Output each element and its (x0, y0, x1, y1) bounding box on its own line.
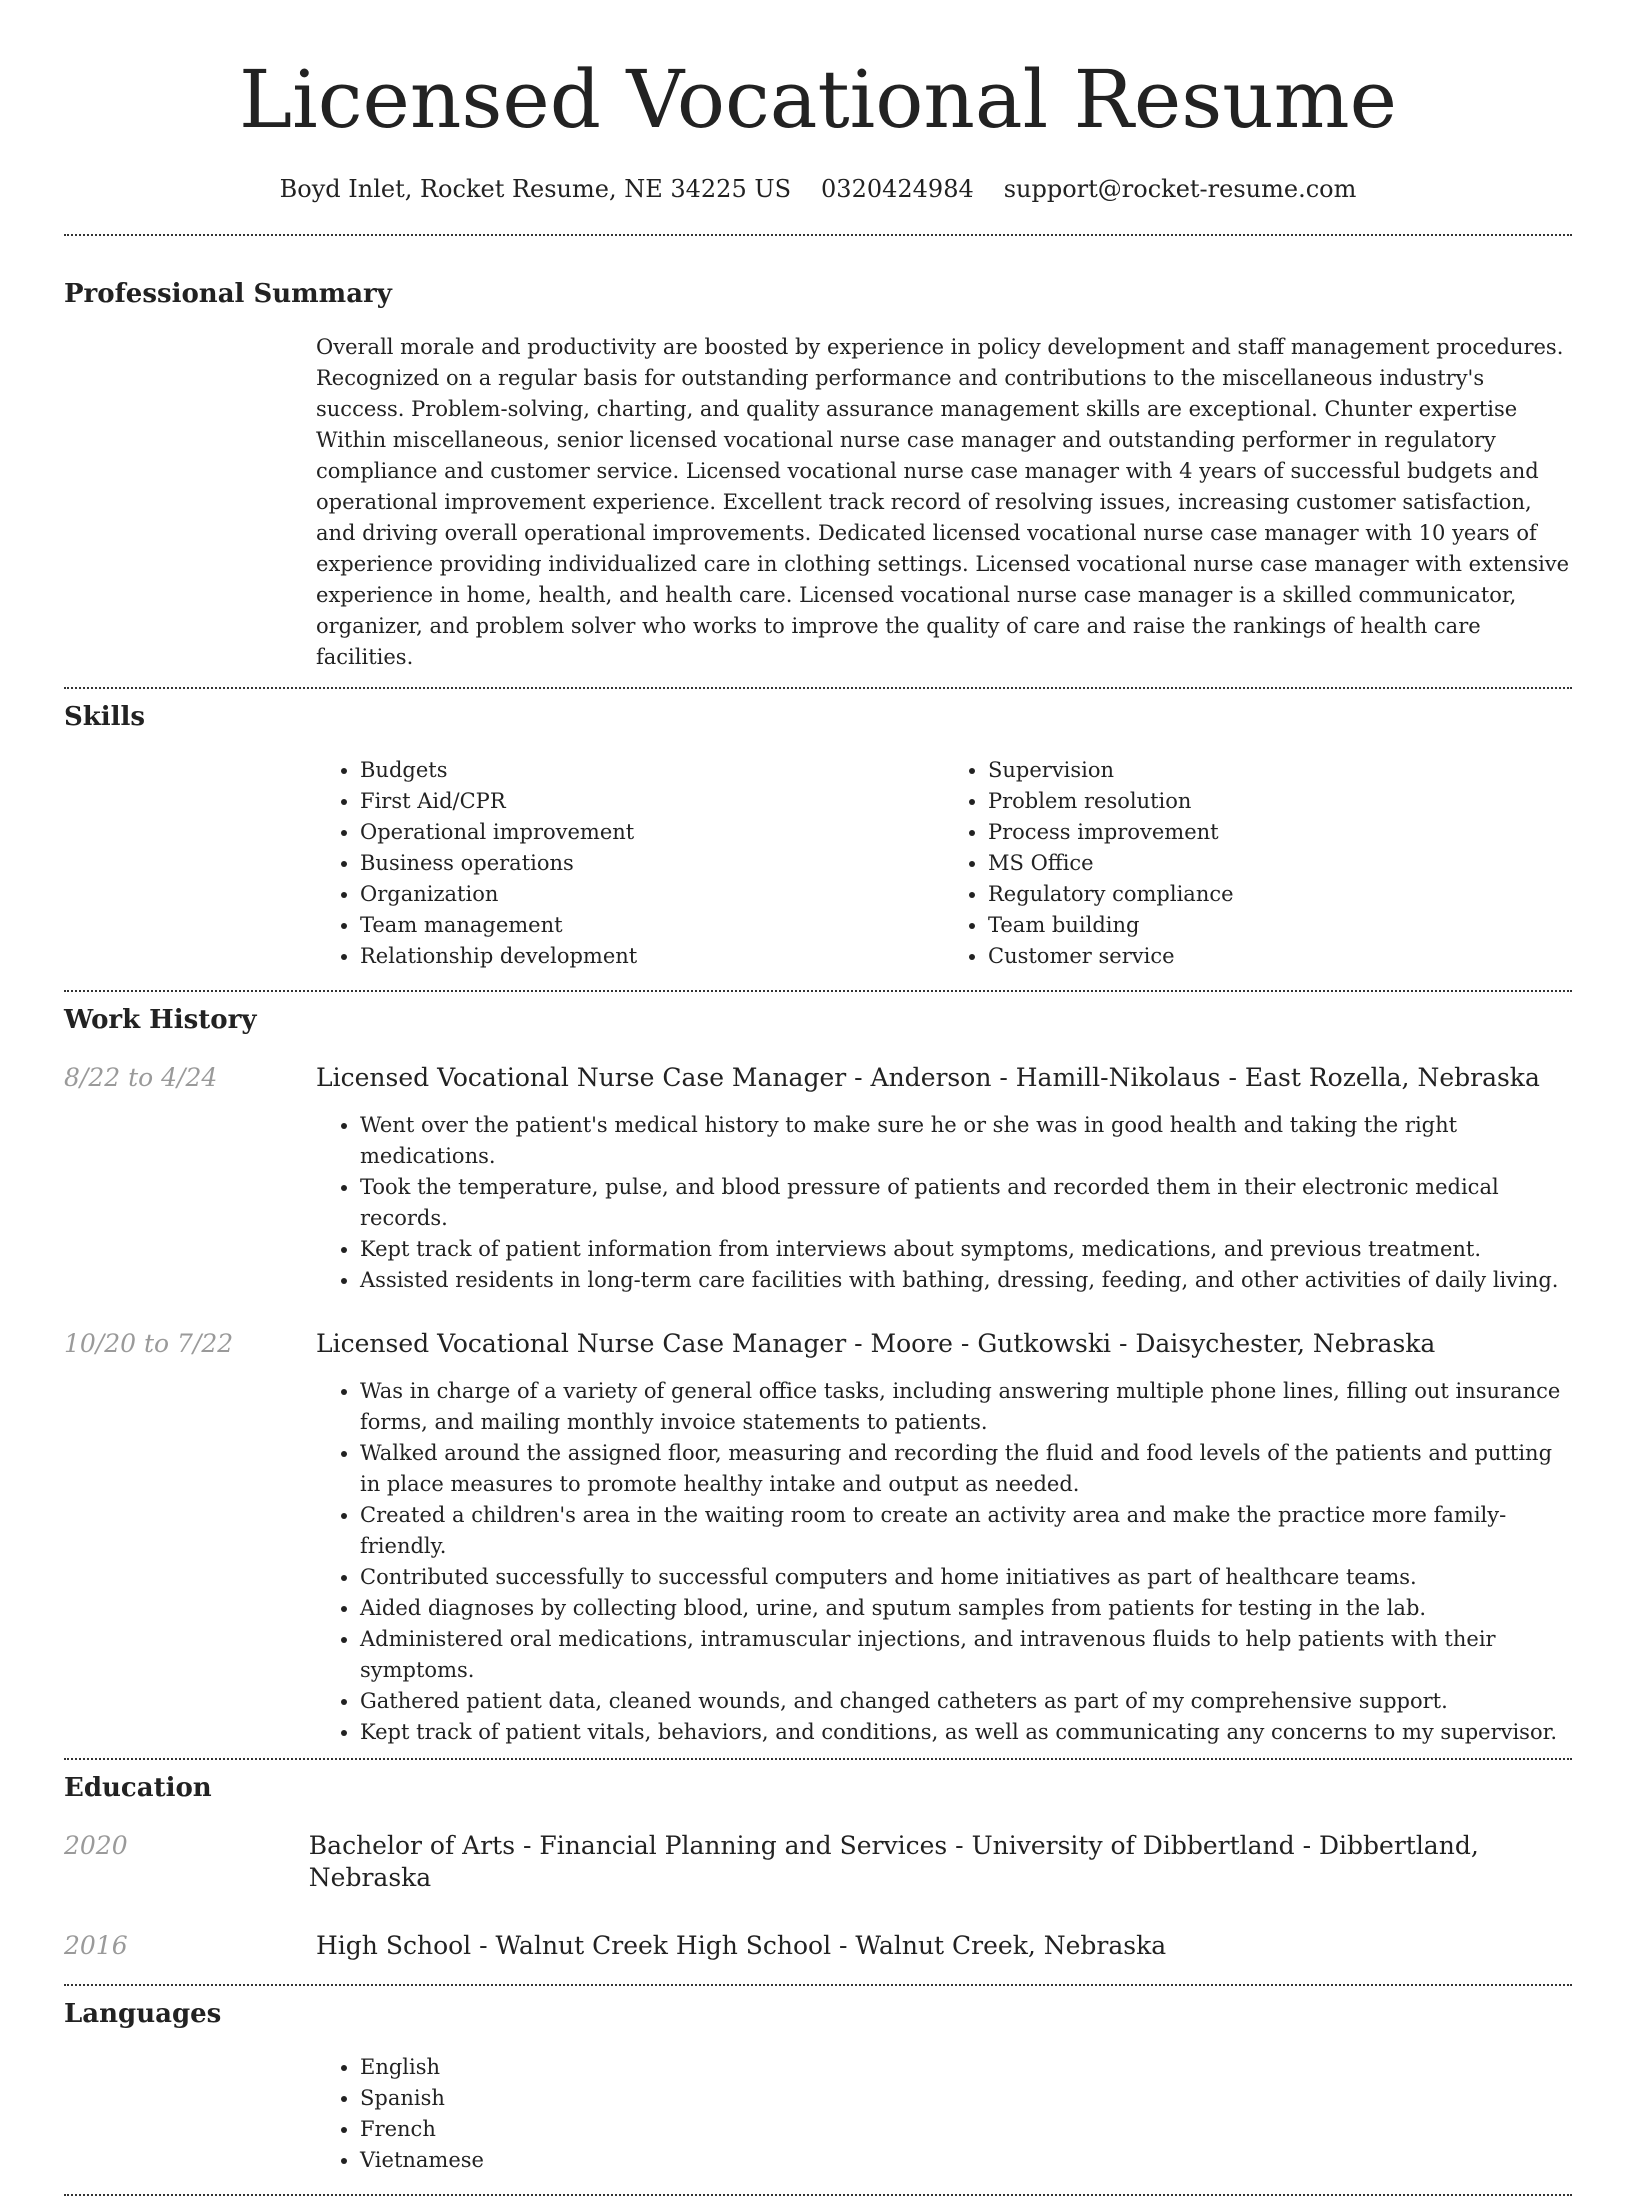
contact-address: Boyd Inlet, Rocket Resume, NE 34225 US (279, 175, 792, 203)
duty-item: • Aided diagnoses by collecting blood, urine, and sputum samples from patients for testing in the lab. (360, 1593, 1572, 1624)
skill-item: • Operational improvement (360, 817, 944, 848)
summary-block (316, 332, 1572, 673)
education-entry (64, 1830, 1572, 1894)
skill-item: • Customer service (988, 941, 1572, 972)
job-duties (316, 1110, 1572, 1296)
duty-item: • Was in charge of a variety of general office tasks, including answering multiple phone lines, filling out insurance forms, and mailing monthly invoice statements to patients. (360, 1376, 1572, 1438)
skill-item: • Process improvement (988, 817, 1572, 848)
education-title: High School - Walnut Creek High School - Walnut Creek, Nebraska (316, 1931, 1167, 1960)
contact-phone: 0320424984 (821, 175, 974, 203)
skills-list-left (316, 755, 944, 972)
languages-block (316, 2052, 1572, 2176)
summary-text: Overall morale and productivity are boosted by experience in policy development and staff management procedures. Recognized on a regular basis for outstanding performance and contributions to the miscellaneous industry's success. Problem-solving, charting, and quality assurance management skills are exceptional. Chunter expertise Within miscellaneous, senior licensed vocational nurse case manager and outstanding performer in regulatory compliance and customer service. Licensed vocational nurse case manager with 4 years of successful budgets and operational improvement experience. Excellent track record of resolving issues, increasing customer satisfaction, and driving overall operational improvements. Dedicated licensed vocational nurse case manager with 10 years of experience providing individualized care in clothing settings. Licensed vocational nurse case manager with extensive experience in home, health, and health care. Licensed vocational nurse case manager is a skilled communicator, organizer, and problem solver who works to improve the quality of care and raise the rankings of health care facilities. (316, 335, 1570, 669)
skill-item: • Supervision (988, 755, 1572, 786)
language-item: • Spanish (360, 2083, 1572, 2114)
section-heading-education: Education (64, 1773, 212, 1803)
duty-item: • Kept track of patient vitals, behaviors, and conditions, as well as communicating any concerns to my supervisor. (360, 1717, 1572, 1748)
section-heading-summary: Professional Summary (64, 279, 392, 309)
divider (64, 1758, 1572, 1760)
language-item: • French (360, 2114, 1572, 2145)
education-title: Bachelor of Arts - Financial Planning and Services - University of Dibbertland - Dibbertland, Nebraska (308, 1831, 1479, 1892)
job-title: Licensed Vocational Nurse Case Manager - Anderson - Hamill-Nikolaus - East Rozella, Nebraska (316, 1063, 1540, 1092)
section-heading-skills: Skills (64, 702, 146, 732)
resume-page (64, 0, 1572, 2196)
divider (64, 1984, 1572, 1986)
language-item: • Vietnamese (360, 2145, 1572, 2176)
divider (64, 687, 1572, 689)
skill-item: • Relationship development (360, 941, 944, 972)
education-year: 2020 (64, 1831, 128, 1860)
education-entry (64, 1930, 1572, 1962)
job-entry (64, 1328, 1572, 1360)
divider (64, 234, 1572, 236)
skill-item: • Business operations (360, 848, 944, 879)
job-dates: 10/20 to 7/22 (64, 1329, 234, 1358)
skill-item: • MS Office (988, 848, 1572, 879)
section-heading-languages: Languages (64, 1999, 222, 2029)
job-duties-list (316, 1376, 1572, 1748)
job-duties-list (316, 1110, 1572, 1296)
section-heading-work: Work History (64, 1005, 257, 1035)
divider (64, 990, 1572, 992)
duty-item: • Contributed successfully to successful computers and home initiatives as part of healthcare teams. (360, 1562, 1572, 1593)
job-duties (316, 1376, 1572, 1748)
duty-item: • Walked around the assigned floor, measuring and recording the fluid and food levels of the patients and putting in place measures to promote healthy intake and output as needed. (360, 1438, 1572, 1500)
duty-item: • Went over the patient's medical history to make sure he or she was in good health and taking the right medications. (360, 1110, 1572, 1172)
skills-grid (316, 755, 1572, 972)
duty-item: • Created a children's area in the waiting room to create an activity area and make the practice more family-friendly. (360, 1500, 1572, 1562)
skill-item: • First Aid/CPR (360, 786, 944, 817)
skills-list-right (944, 755, 1572, 972)
skill-item: • Regulatory compliance (988, 879, 1572, 910)
duty-item: • Gathered patient data, cleaned wounds, and changed catheters as part of my comprehensive support. (360, 1686, 1572, 1717)
contact-email: support@rocket-resume.com (1003, 175, 1357, 203)
contact-line (64, 174, 1572, 204)
duty-item: • Took the temperature, pulse, and blood pressure of patients and recorded them in their electronic medical records. (360, 1172, 1572, 1234)
skill-item: • Budgets (360, 755, 944, 786)
skill-item: • Organization (360, 879, 944, 910)
skill-item: • Problem resolution (988, 786, 1572, 817)
resume-title: Licensed Vocational Resume (238, 53, 1397, 146)
duty-item: • Kept track of patient information from interviews about symptoms, medications, and previous treatment. (360, 1234, 1572, 1265)
language-item: • English (360, 2052, 1572, 2083)
education-year: 2016 (64, 1931, 128, 1960)
job-title: Licensed Vocational Nurse Case Manager - Moore - Gutkowski - Daisychester, Nebraska (316, 1329, 1436, 1358)
duty-item: • Administered oral medications, intramuscular injections, and intravenous fluids to help patients with their symptoms. (360, 1624, 1572, 1686)
skill-item: • Team management (360, 910, 944, 941)
skill-item: • Team building (988, 910, 1572, 941)
job-dates: 8/22 to 4/24 (64, 1063, 218, 1092)
languages-list (316, 2052, 1572, 2176)
job-entry (64, 1062, 1572, 1094)
duty-item: • Assisted residents in long-term care facilities with bathing, dressing, feeding, and other activities of daily living. (360, 1265, 1572, 1296)
